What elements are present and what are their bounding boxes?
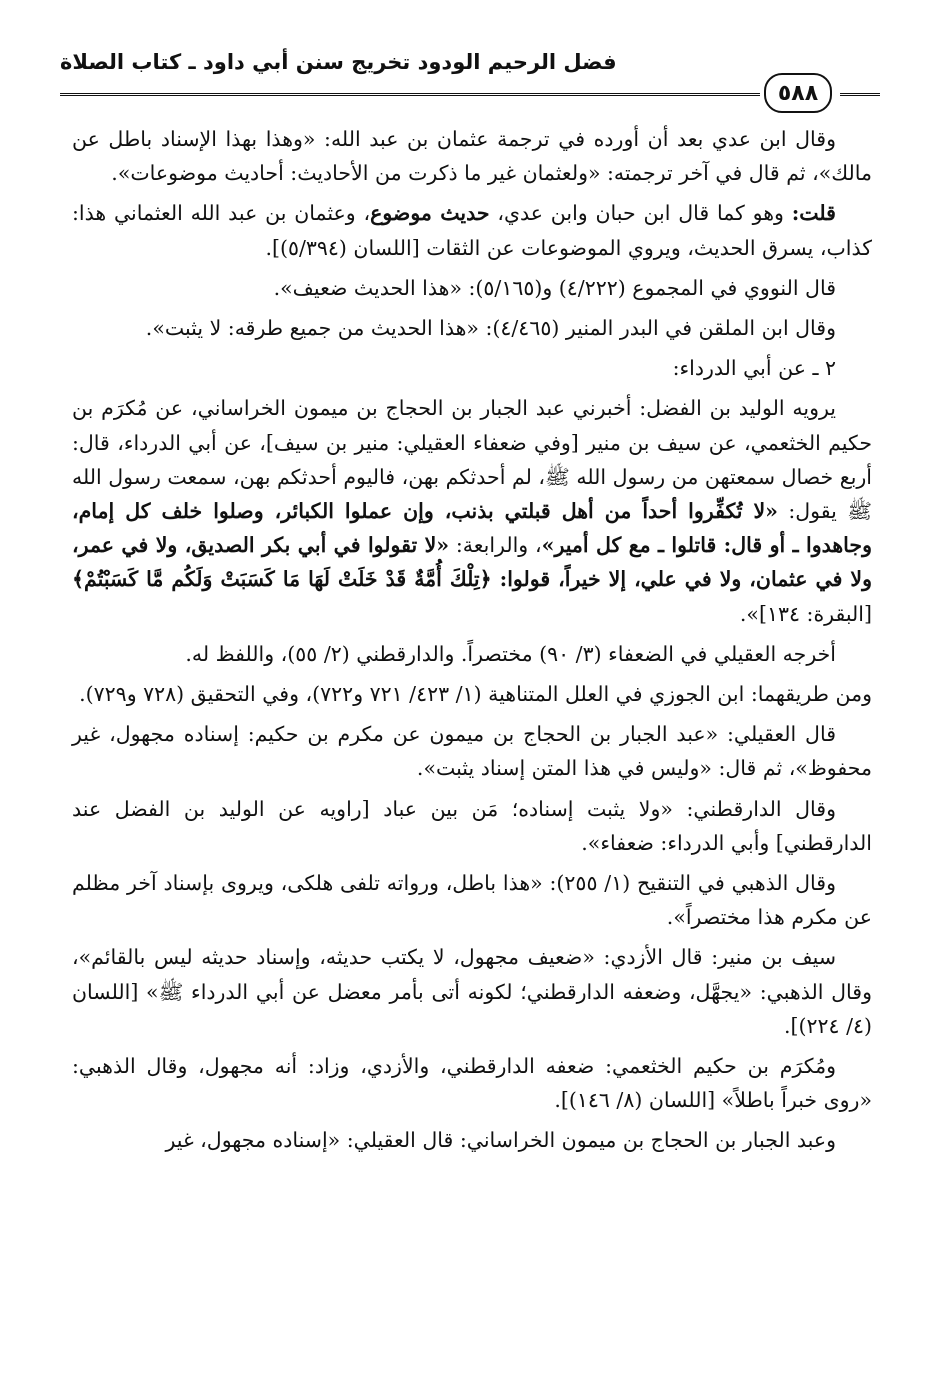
bold-text: «لا تقولوا في أبي بكر الصديق، ولا في عمر، ولا في عثمان، ولا في علي، إلا خيراً، قولوا: ﴿تِلْكَ أُمَّةٌ قَدْ خَلَتْ لَهَا مَا كَسَبَتْ وَلَكُم مَّا كَسَبْتُمْ﴾ bbox=[72, 533, 872, 592]
header-rule-right bbox=[840, 93, 880, 96]
text-run: [البقرة: ١٣٤]». bbox=[739, 601, 872, 626]
text-run: سيف بن منير: قال الأزدي: «ضعيف مجهول، لا يكتب حديثه، وإسناد حديثه ليس بالقائم»، وقال الذهبي: «يجهَّل، وضعفه الدارقطني؛ لكونه أتى بأمر معضل عن أبي الدرداء ﷺ» [اللسان (٤/ ٢٢٤)]. bbox=[72, 945, 872, 1038]
paragraph-p4 bbox=[72, 311, 872, 345]
text-run: قال النووي في المجموع (٤/٢٢٢) و(٥/١٦٥): «هذا الحديث ضعيف». bbox=[273, 275, 836, 300]
page-body bbox=[72, 122, 872, 1164]
paragraph-p10 bbox=[72, 792, 872, 860]
paragraph-p9 bbox=[72, 717, 872, 785]
paragraph-p8 bbox=[72, 677, 872, 711]
text-run: وقال ابن الملقن في البدر المنير (٤/٤٦٥): «هذا الحديث من جميع طرقه: لا يثبت». bbox=[145, 316, 836, 341]
page-number-rule bbox=[60, 71, 880, 111]
paragraph-p12 bbox=[72, 940, 872, 1043]
paragraph-p1 bbox=[72, 122, 872, 190]
text-run: ، وعثمان بن عبد الله العثماني هذا: كذاب، يسرق الحديث، ويروي الموضوعات عن الثقات [اللسان (٥/٣٩٤)]. bbox=[72, 201, 872, 260]
paragraph-p11 bbox=[72, 866, 872, 934]
text-run: وعبد الجبار بن الحجاج بن ميمون الخراساني: قال العقيلي: «إسناده مجهول، غير bbox=[165, 1128, 836, 1153]
paragraph-p6 bbox=[72, 391, 872, 630]
bold-text: حديث موضوع bbox=[370, 201, 490, 226]
bold-text: «لا تُكفِّروا أحداً من أهل قبلتي بذنب، وإن عملوا الكبائر، وصلوا خلف كل إمام، وجاهدوا ـ أو قال: قاتلوا ـ مع كل أمير» bbox=[72, 499, 872, 558]
text-run: ، والرابعة: bbox=[449, 533, 542, 558]
paragraph-p5 bbox=[72, 351, 872, 385]
paragraph-p3 bbox=[72, 271, 872, 305]
text-run: يرويه الوليد بن الفضل: أخبرني عبد الجبار بن الحجاج بن ميمون الخراساني، عن مُكرَم بن حكيم الخثعمي، عن سيف بن منير [وفي ضعفاء العقيلي: منير بن سيف]، عن أبي الدرداء، قال: أربع خصال سمعتهن من رسول الله ﷺ، لم أحدثكم بهن، فاليوم أحدثكم بهن، سمعت رسول الله ﷺ يقول: bbox=[72, 396, 873, 524]
paragraph-p7 bbox=[72, 637, 872, 671]
text-run: وقال الذهبي في التنقيح (١/ ٢٥٥): «هذا باطل، ورواته تلفى هلكى، ويروى بإسناد آخر مظلم عن مكرم هذا مختصراً». bbox=[72, 871, 872, 930]
paragraph-p14 bbox=[72, 1123, 872, 1157]
bold-text: قلت: bbox=[791, 201, 836, 226]
text-run: أخرجه العقيلي في الضعفاء (٣/ ٩٠) مختصراً. والدارقطني (٢/ ٥٥)، واللفظ له. bbox=[185, 641, 836, 666]
text-run: ومُكرَم بن حكيم الخثعمي: ضعفه الدارقطني، والأزدي، وزاد: أنه مجهول، وقال الذهبي: «روى خبراً باطلاً» [اللسان (٨/ ١٤٦)]. bbox=[72, 1054, 872, 1113]
text-run: وقال الدارقطني: «ولا يثبت إسناده؛ مَن بين عباد [راويه عن الوليد بن الفضل عند الدارقطني] وأبي الدرداء: ضعفاء». bbox=[72, 796, 872, 855]
text-run: ومن طريقهما: ابن الجوزي في العلل المتناهية (١/ ٤٢٣/ ٧٢١ و٧٢٢)، وفي التحقيق (٧٢٨ و٧٢٩). bbox=[79, 682, 872, 707]
header-rule-left bbox=[60, 93, 760, 96]
page-number: ٥٨٨ bbox=[764, 73, 832, 113]
header-title: فضل الرحيم الودود تخريج سنن أبي داود ـ كتاب الصلاة bbox=[60, 50, 617, 74]
paragraph-p13 bbox=[72, 1049, 872, 1117]
text-run: قال العقيلي: «عبد الجبار بن الحجاج بن ميمون عن مكرم بن حكيم: إسناده مجهول، غير محفوظ»، ثم قال: «وليس في هذا المتن إسناد يثبت». bbox=[72, 722, 872, 781]
text-run: ٢ ـ عن أبي الدرداء: bbox=[672, 356, 836, 381]
text-run: وهو كما قال ابن حبان وابن عدي، bbox=[489, 201, 792, 226]
paragraph-p2 bbox=[72, 196, 872, 264]
text-run: وقال ابن عدي بعد أن أورده في ترجمة عثمان بن عبد الله: «وهذا بهذا الإسناد باطل عن مالك»، ثم قال في آخر ترجمته: «ولعثمان غير ما ذكرت من الأحاديث: أحاديث موضوعات». bbox=[72, 127, 872, 186]
